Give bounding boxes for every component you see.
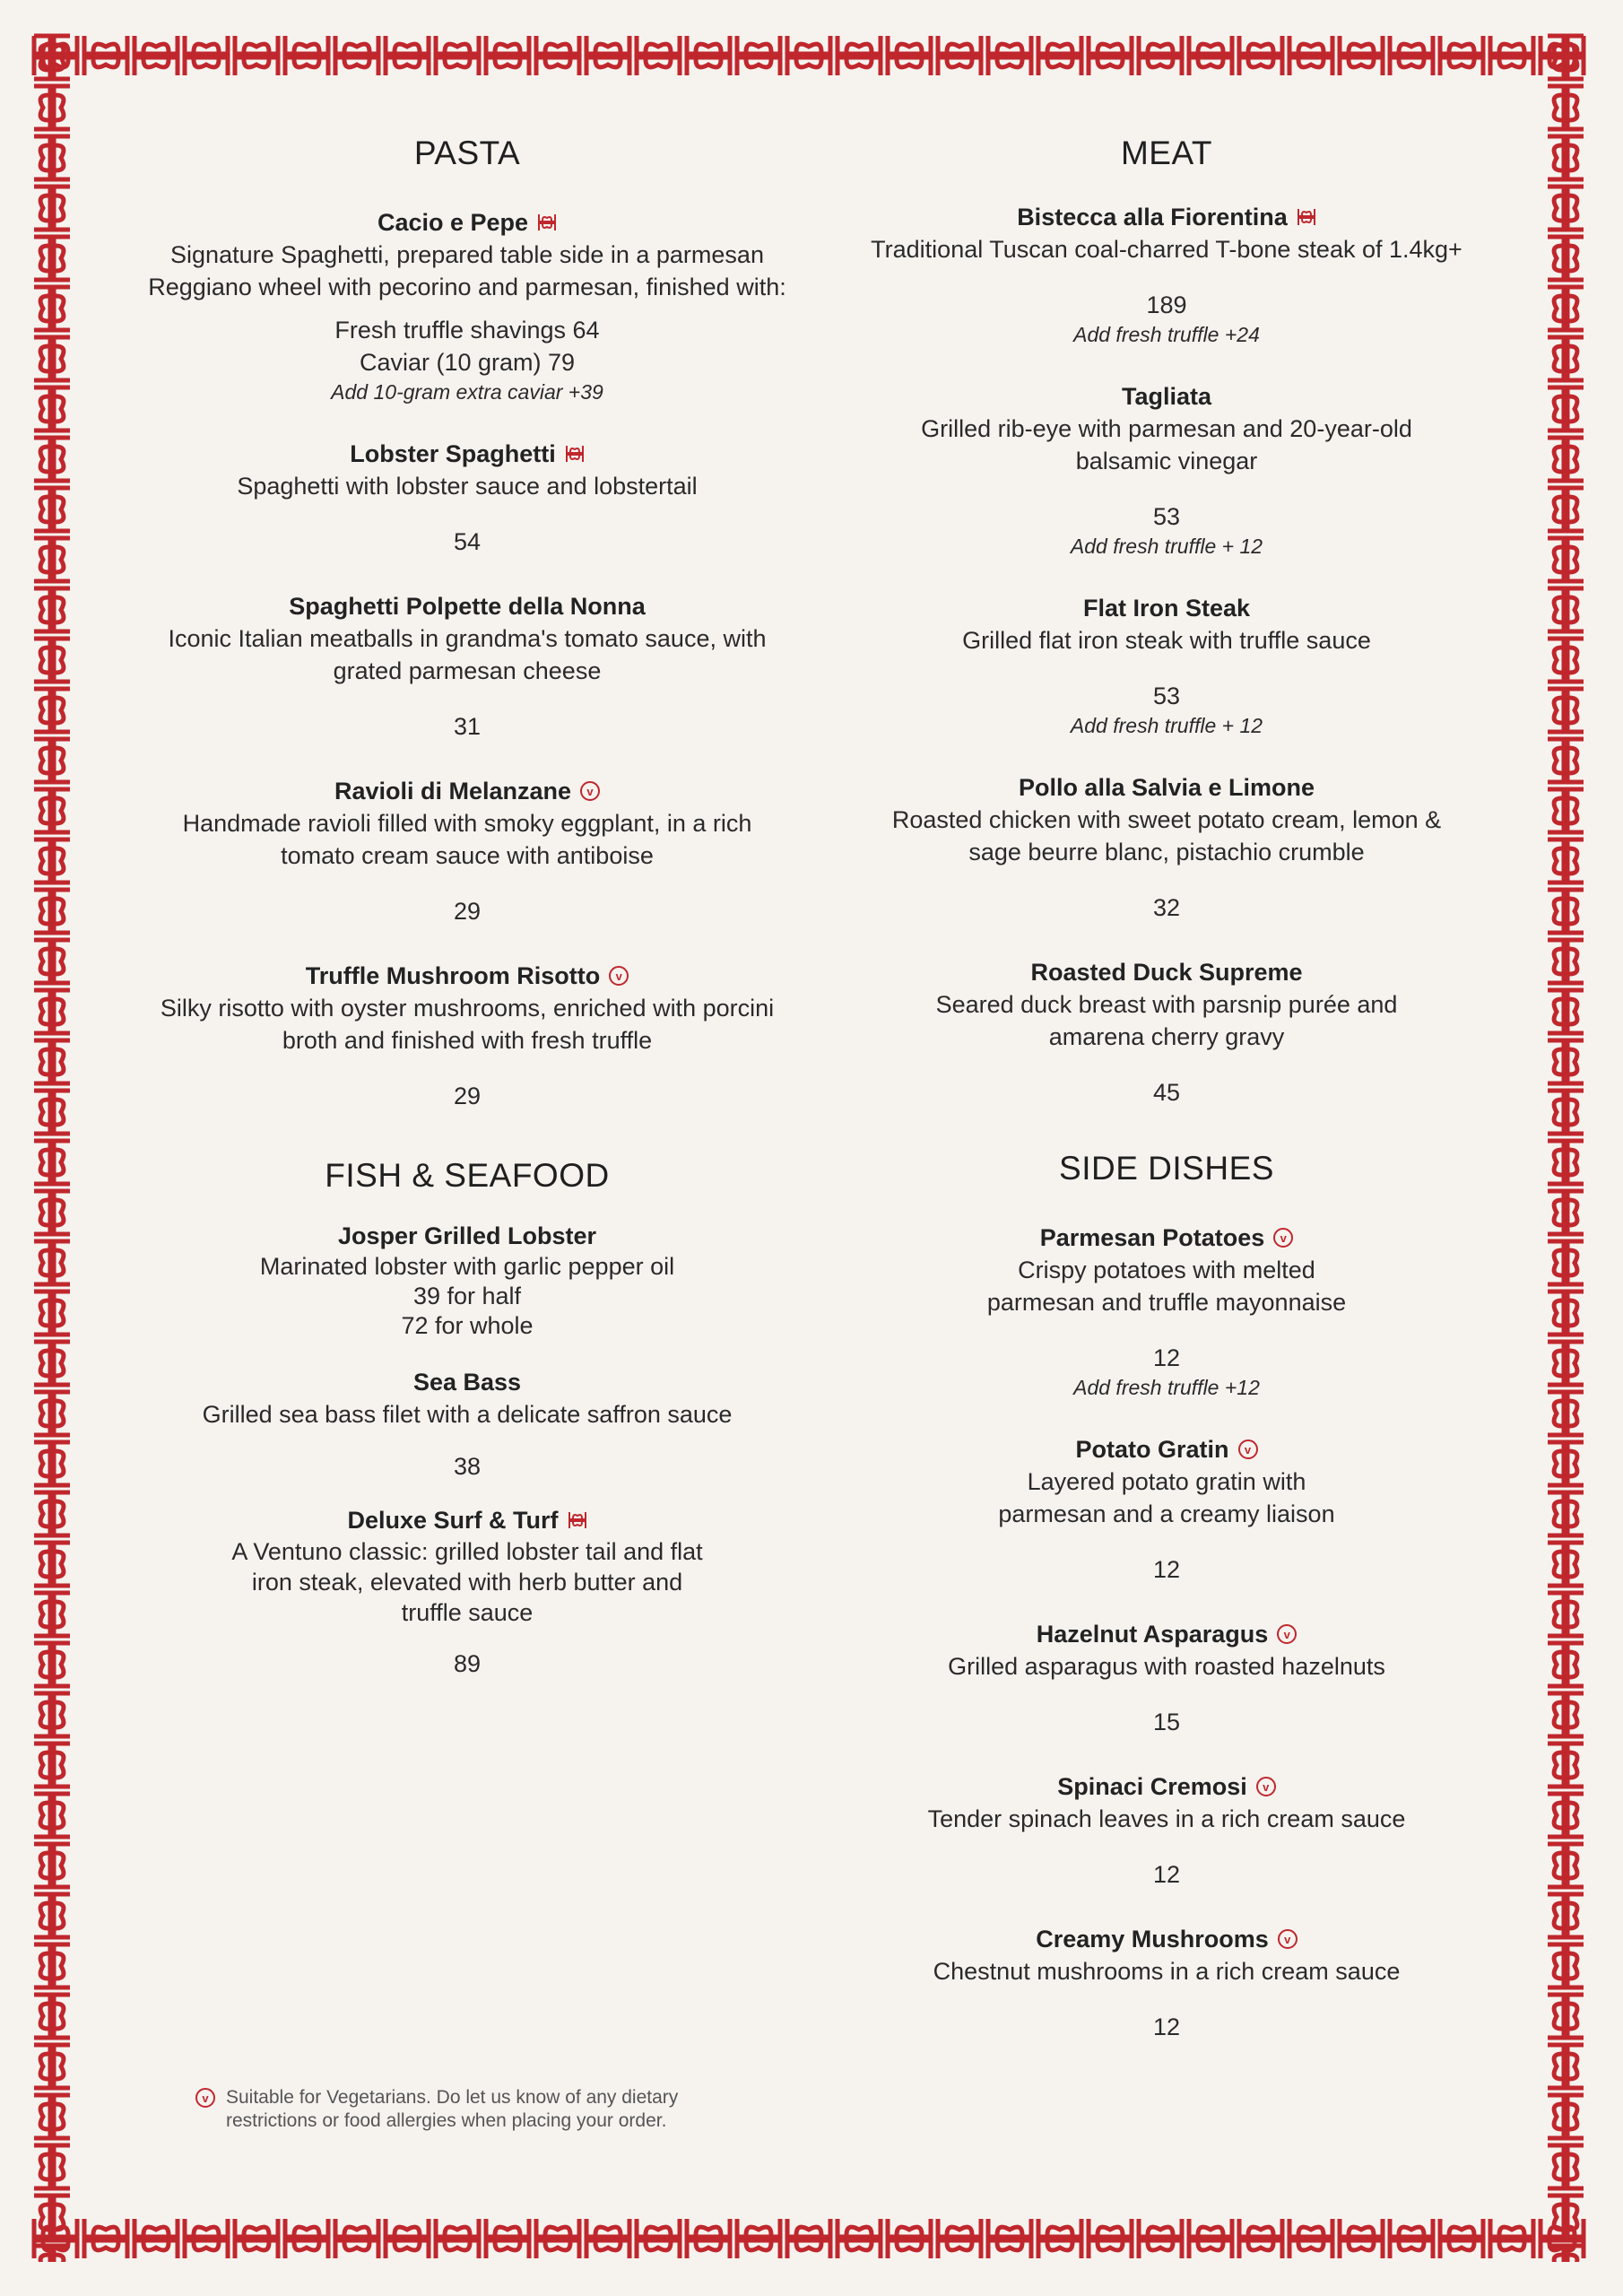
item-price: 54 (453, 528, 482, 555)
item-name-row (1075, 1433, 1257, 1465)
decorative-border-left (30, 32, 74, 2262)
item-name-row (1122, 380, 1211, 413)
item-name: Ravioli di Melanzane (334, 778, 572, 804)
item-name: Truffle Mushroom Risotto (305, 962, 601, 989)
item-price: 53 (1152, 503, 1181, 530)
fish-seafood-section (143, 1157, 791, 1680)
section-title-meat: MEAT (1120, 135, 1213, 171)
item-name: Pollo alla Salvia e Limone (1018, 774, 1315, 801)
item-name-row (1017, 201, 1316, 233)
item-addon: Add fresh truffle + 12 (1070, 535, 1263, 558)
menu-item (843, 1433, 1490, 1586)
decorative-border-bottom (30, 2215, 1587, 2262)
item-name: Hazelnut Asparagus (1036, 1621, 1269, 1648)
item-price: 12 (1152, 1344, 1181, 1371)
item-name-row (347, 1504, 586, 1536)
vegetarian-v-icon: v (1278, 1929, 1298, 1949)
vegetarian-v-icon: v (580, 781, 600, 801)
item-description: Traditional Tuscan coal-charred T-bone steak of 1.4kg+ (871, 236, 1462, 263)
item-description: Grilled flat iron steak with truffle sauce (962, 627, 1371, 654)
item-name-row (1083, 592, 1250, 624)
menu-item (843, 380, 1490, 560)
item-name: Roasted Duck Supreme (1030, 959, 1303, 986)
item-price: 15 (1152, 1709, 1181, 1735)
item-name-row (1037, 1618, 1298, 1650)
menu-item (143, 775, 791, 927)
item-price: 12 (1152, 1556, 1181, 1583)
menu-item (843, 956, 1490, 1109)
signature-pattern-icon (537, 213, 557, 232)
item-description: Grilled sea bass filet with a delicate saffron sauce (202, 1401, 733, 1428)
item-price: 32 (1152, 894, 1181, 921)
item-addon: Add 10-gram extra caviar +39 (331, 380, 603, 404)
menu-item (843, 1618, 1490, 1738)
menu-item (843, 1923, 1490, 2043)
side-dishes-section (843, 1150, 1490, 2043)
vegetarian-v-icon: v (1273, 1228, 1293, 1248)
item-description: Grilled rib-eye with parmesan and 20-year-old balsamic vinegar (921, 415, 1412, 474)
meat-section (843, 135, 1490, 1109)
item-name-row (413, 1366, 521, 1398)
menu-item (143, 1366, 791, 1483)
item-name-row (378, 206, 557, 239)
item-name: Bistecca alla Fiorentina (1017, 204, 1288, 230)
menu-item (143, 960, 791, 1112)
item-addon: Add fresh truffle +24 (1073, 323, 1260, 346)
menu-item (143, 206, 791, 405)
left-column (143, 135, 791, 1712)
menu-item (843, 592, 1490, 739)
item-price: 189 (1146, 291, 1187, 318)
item-name-row (334, 775, 600, 807)
item-name: Spaghetti Polpette della Nonna (289, 593, 646, 620)
vegetarian-footnote (195, 2086, 769, 2133)
item-name: Spinaci Cremosi (1057, 1773, 1247, 1800)
signature-pattern-icon (565, 444, 585, 464)
item-price-half: 39 for half (412, 1283, 522, 1309)
item-name: Josper Grilled Lobster (337, 1222, 597, 1249)
item-description: Seared duck breast with parsnip purée and amarena cherry gravy (935, 991, 1398, 1050)
item-description: Layered potato gratin with parmesan and a creamy liaison (998, 1468, 1335, 1527)
item-addon: Add fresh truffle +12 (1073, 1376, 1260, 1399)
item-description: Chestnut mushrooms in a rich cream sauce (933, 1958, 1401, 1985)
item-name: Cacio e Pepe (377, 209, 529, 236)
signature-pattern-icon (568, 1510, 587, 1530)
section-title-fish-seafood: FISH & SEAFOOD (325, 1157, 610, 1194)
item-description: Iconic Italian meatballs in grandma's tomato sauce, with grated parmesan cheese (168, 625, 767, 684)
item-option: Fresh truffle shavings 64 (334, 317, 600, 344)
item-price: 12 (1152, 2013, 1181, 2040)
item-price: 89 (453, 1650, 482, 1677)
menu-item (843, 1222, 1490, 1401)
item-name: Potato Gratin (1075, 1436, 1229, 1463)
item-price: 12 (1152, 1861, 1181, 1888)
item-description: A Ventuno classic: grilled lobster tail and flat iron steak, elevated with herb butter and truffle sauce (231, 1538, 703, 1626)
item-price-whole: 72 for whole (401, 1312, 534, 1339)
vegetarian-v-icon: v (1238, 1439, 1258, 1459)
item-price: 29 (453, 1083, 482, 1109)
menu-item (143, 438, 791, 558)
item-price: 45 (1152, 1079, 1181, 1106)
item-name: Lobster Spaghetti (350, 440, 556, 467)
item-description: Crispy potatoes with melted parmesan and truffle mayonnaise (986, 1257, 1347, 1316)
menu-item (143, 1504, 791, 1680)
item-option: Caviar (10 gram) 79 (359, 349, 576, 376)
item-name: Creamy Mushrooms (1036, 1926, 1269, 1952)
vegetarian-v-icon: v (1256, 1777, 1276, 1796)
item-name: Parmesan Potatoes (1039, 1224, 1265, 1251)
item-name-row (1040, 1222, 1294, 1254)
menu-item (143, 1220, 791, 1341)
item-price: 38 (453, 1453, 482, 1480)
item-addon: Add fresh truffle + 12 (1070, 714, 1263, 737)
menu-item (843, 1770, 1490, 1891)
item-name-row (350, 438, 585, 470)
menu-item (843, 201, 1490, 348)
vegetarian-v-icon: v (195, 2088, 215, 2108)
decorative-border-right (1544, 32, 1587, 2262)
menu-item (143, 590, 791, 743)
section-title-side-dishes: SIDE DISHES (1059, 1150, 1274, 1187)
item-name: Tagliata (1121, 383, 1212, 410)
item-price: 53 (1152, 683, 1181, 709)
item-name-row (1019, 771, 1315, 804)
item-price: 31 (453, 713, 482, 740)
decorative-border-top (30, 32, 1587, 79)
vegetarian-v-icon: v (609, 966, 629, 986)
item-description: Signature Spaghetti, prepared table side in a parmesan Reggiano wheel with pecorino and parmesan, finished with: (148, 241, 786, 300)
pasta-section (143, 135, 791, 1112)
item-name-row (289, 590, 646, 622)
item-description: Marinated lobster with garlic pepper oil (259, 1253, 675, 1280)
item-description: Tender spinach leaves in a rich cream sauce (927, 1805, 1406, 1832)
item-description: Roasted chicken with sweet potato cream, lemon & sage beurre blanc, pistachio crumble (891, 806, 1442, 865)
item-name: Flat Iron Steak (1082, 595, 1251, 622)
item-name-row (306, 960, 629, 992)
item-name-row (338, 1220, 596, 1252)
footnote-text: Suitable for Vegetarians. Do let us know of any dietary restrictions or food allergies when placing your order. (226, 2087, 679, 2131)
item-description: Silky risotto with oyster mushrooms, enriched with porcini broth and finished with fresh truffle (160, 995, 775, 1054)
menu-item (843, 771, 1490, 924)
item-name-row (1036, 1923, 1298, 1955)
signature-pattern-icon (1297, 207, 1316, 227)
item-name: Deluxe Surf & Turf (347, 1507, 559, 1534)
right-column (843, 135, 1490, 2075)
item-name-row (1057, 1770, 1276, 1803)
item-name-row (1030, 956, 1302, 988)
vegetarian-v-icon: v (1277, 1624, 1297, 1644)
item-description: Spaghetti with lobster sauce and lobstertail (237, 473, 698, 500)
item-name: Sea Bass (412, 1369, 522, 1396)
section-title-pasta: PASTA (413, 135, 521, 171)
item-description: Handmade ravioli filled with smoky eggplant, in a rich tomato cream sauce with antiboise (182, 810, 752, 869)
item-description: Grilled asparagus with roasted hazelnuts (948, 1653, 1385, 1680)
item-price: 29 (453, 898, 482, 925)
